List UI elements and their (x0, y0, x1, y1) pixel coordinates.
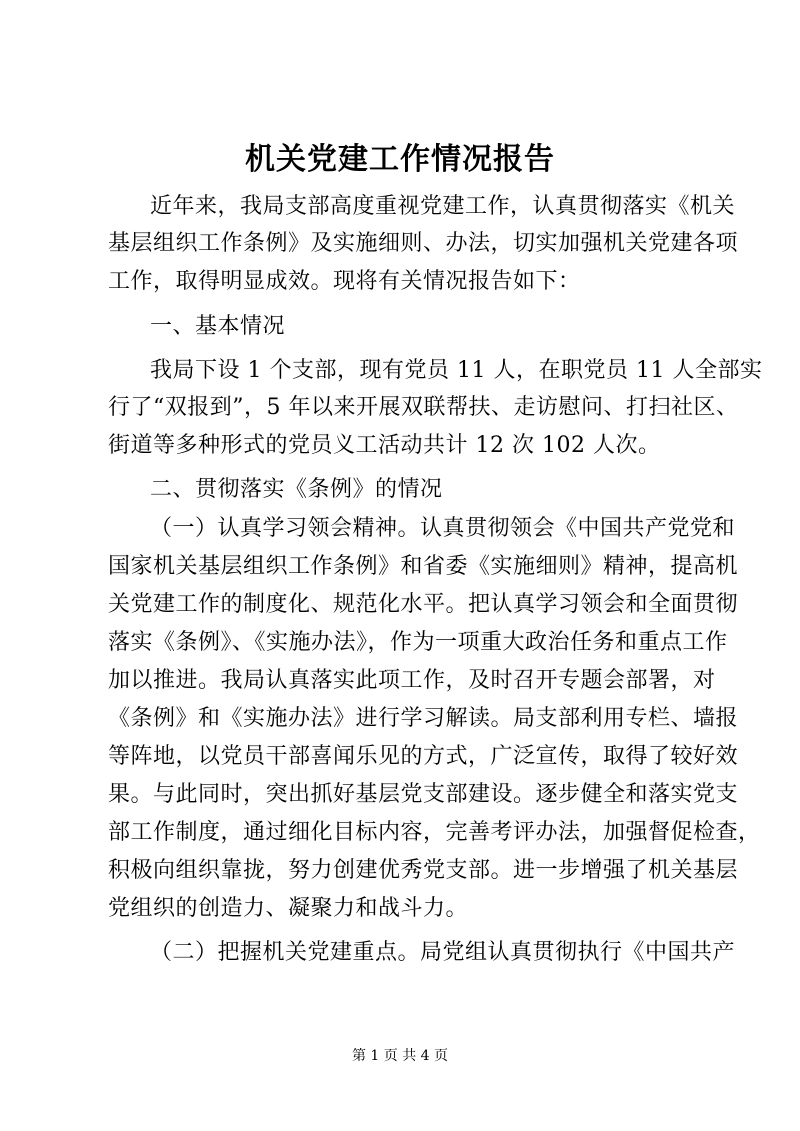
paragraph-line: 《条例》和《实施办法》进行学习解读。局支部利用专栏、墙报 (108, 706, 739, 731)
paragraph-line: 基层组织工作条例》及实施细则、办法，切实加强机关党建各项 (108, 231, 739, 256)
paragraph-line: 果。与此同时，突出抓好基层党支部建设。逐步健全和落实党支 (108, 782, 739, 807)
paragraph-line: 积极向组织靠拢，努力创建优秀党支部。进一步增强了机关基层 (108, 858, 739, 883)
paragraph-line: 等阵地，以党员干部喜闻乐见的方式，广泛宣传，取得了较好效 (108, 744, 739, 769)
paragraph-line: 国家机关基层组织工作条例》和省委《实施细则》精神，提高机 (108, 554, 739, 579)
paragraph-line: 我局下设 1 个支部，现有党员 11 人，在职党员 11 人全部实 (150, 358, 763, 383)
paragraph-line: 近年来，我局支部高度重视党建工作，认真贯彻落实《机关 (150, 194, 736, 219)
section-heading: 一、基本情况 (150, 314, 286, 339)
paragraph-line: 行了“双报到”，5 年以来开展双联帮扶、走访慰问、打扫社区、 (108, 395, 739, 420)
paragraph-line: 加以推进。我局认真落实此项工作，及时召开专题会部署，对 (108, 668, 716, 693)
paragraph-line: 街道等多种形式的党员义工活动共计 12 次 102 人次。 (108, 433, 661, 458)
paragraph-line: 工作，取得明显成效。现将有关情况报告如下： (108, 269, 581, 294)
paragraph-line: （二）把握机关党建重点。局党组认真贯彻执行《中国共产 (150, 940, 736, 965)
page-footer: 第 1 页 共 4 页 (351, 1048, 449, 1064)
paragraph-line: 部工作制度，通过细化目标内容，完善考评办法，加强督促检查， (108, 820, 761, 845)
document-title: 机关党建工作情况报告 (245, 142, 555, 177)
paragraph-line: 关党建工作的制度化、规范化水平。把认真学习领会和全面贯彻 (108, 592, 739, 617)
paragraph-line: 落实《条例》、《实施办法》，作为一项重大政治任务和重点工作 (108, 630, 728, 655)
section-heading: 二、贯彻落实《条例》的情况 (150, 477, 443, 502)
paragraph-line: （一）认真学习领会精神。认真贯彻领会《中国共产党党和 (150, 516, 736, 541)
paragraph-line: 党组织的创造力、凝聚力和战斗力。 (108, 896, 469, 921)
